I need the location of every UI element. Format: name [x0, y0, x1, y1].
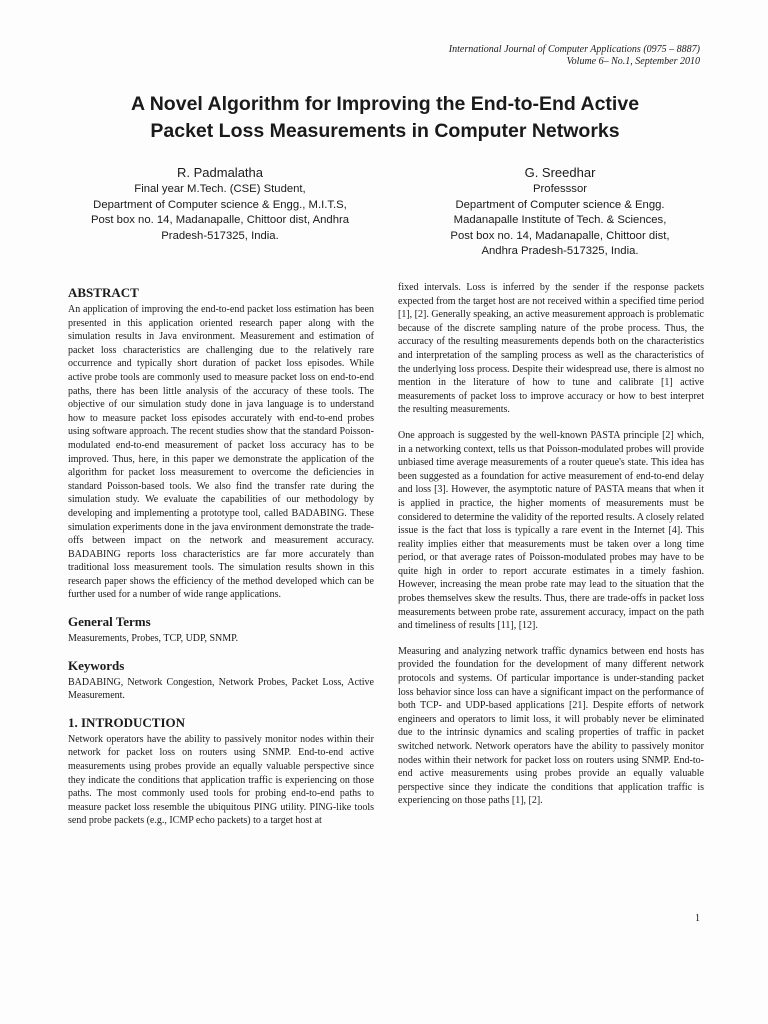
introduction-heading: 1. INTRODUCTION — [68, 714, 186, 730]
author-name: G. Sreedhar — [524, 165, 596, 180]
body-paragraph-1: fixed intervals. Loss is inferred by the sender if the response packets expected from the target host are not received within a specified time period [1], [2]. Generally speaking, an active measurement approach is problematic because of the discrete sampling nature of the probe process. Thus, the accuracy of the resulting measurements depends both on the characteristics and interpretation of the sampling process as well as the characteristics of the underlying loss process. Despite their widespread use, there is almost no mention in the literature of how to tune and calibrate [1] active measurements of packet loss to improve accuracy or how to best interpret the resulting measurements. — [398, 282, 704, 416]
journal-volume: Volume 6– No.1, September 2010 — [566, 56, 700, 67]
journal-name: International Journal of Computer Applications (0975 – 8887) — [448, 44, 700, 55]
general-terms-heading: General Terms — [68, 614, 151, 630]
general-terms-text: Measurements, Probes, TCP, UDP, SNMP. — [68, 633, 239, 645]
abstract-heading: ABSTRACT — [68, 285, 139, 300]
author-block-2 — [410, 164, 710, 260]
body-paragraph-2: One approach is suggested by the well-known PASTA principle [2] which, in a networking context, tells us that Poisson-modulated probes will provide unbiased time average measurements of a router queue's state. This idea has been suggested as a foundation for active measurement of end-to-end delay and loss [3]. However, the asymptotic nature of PASTA means that when it is applied in practice, the higher moments of measurements must be considered to determine the validity of the reported results. A closely related issue is the fact that loss is typically a rare event in the Internet [4]. This reality implies either that measurements must be taken over a long time period, or that average rates of Poisson-modulated probes may have to be quite high in order to report accurate estimates in a timely fashion. However, increasing the mean probe rate may lead to the situation that the probes themselves skew the results. Thus, there are trade-offs in packet loss measurements between probe rate, assurement accuracy, impact on the path and timeliness of results [11], [12]. — [398, 429, 704, 632]
title-line-1: A Novel Algorithm for Improving the End-to-End Active — [130, 93, 640, 115]
keywords-text: BADABING, Network Congestion, Network Probes, Packet Loss, Active Measurement. — [68, 676, 374, 702]
journal-header — [449, 44, 700, 68]
author-affiliation-line: Post box no. 14, Madanapalle, Chittoor dist, — [450, 229, 670, 242]
author-name: R. Padmalatha — [177, 165, 263, 180]
author-affiliation-line: Department of Computer science & Engg. — [455, 198, 665, 211]
paper-title — [40, 91, 730, 145]
author-affiliation-line: Madanapalle Institute of Tech. & Sciences, — [453, 214, 667, 227]
keywords-heading: Keywords — [68, 657, 125, 673]
left-column — [68, 285, 374, 840]
page-number: 1 — [695, 913, 700, 924]
right-column — [398, 281, 704, 820]
title-line-2: Packet Loss Measurements in Computer Networks — [150, 120, 620, 142]
author-block-1 — [60, 164, 380, 244]
author-affiliation-line: Final year M.Tech. (CSE) Student, — [134, 183, 306, 195]
author-affiliation-line: Professsor — [533, 183, 587, 195]
body-paragraph-3: Measuring and analyzing network traffic dynamics between end hosts has provided the foundation for the development of many different network protocols and systems. Of particular importance is under-standing packet loss behavior since loss can have a significant impact on the performance of both TCP- and UDP-based applications [21]. Despite efforts of network engineers and operators to limit loss, it will probably never be eliminated due to the intrinsic dynamics and scaling properties of traffic in packet switched network. Network operators have the ability to passively monitor nodes within their network for packet loss on routers using SNMP. End-to-end active measurements using probes provide an equally valuable perspective since they indicate the conditions that application traffic is experiencing on those paths [1], [2]. — [398, 645, 704, 807]
author-affiliation-line: Department of Computer science & Engg., M.I.T.S, — [93, 198, 347, 211]
introduction-text: Network operators have the ability to passively monitor nodes within their network for packet loss on routers using SNMP. End-to-end active measurements using probes provide an equally valuable perspective since they indicate the conditions that application traffic is experiencing on those paths. The most commonly used tools for probing end-to-end paths to measure packet loss resemble the ubiquitous PING utility. PING-like tools send probe packets (e.g., ICMP echo packets) to a target host at — [68, 733, 374, 827]
author-affiliation-line: Pradesh-517325, India. — [161, 229, 279, 242]
abstract-text: An application of improving the end-to-end packet loss estimation has been presented in this application oriented research paper along with the simulation results in Java environment. Measurement and estimation of packet loss characteristics are challenging due to the relatively rare occurrence and typically short duration of packet loss episodes. While active probe tools are commonly used to measure packet loss on end-to-end paths, there has been little analysis of the accuracy of these tools. The objective of our simulation study done in java language is to understand how to measure packet loss episodes accurately with end-to-end probes using software approach. The recent studies show that the standard Poisson-modulated end-to-end measurement of packet loss accuracy has to be improved. Thus, here, in this paper we demonstrate the application of the algorithm for packet loss measurement to overcome the deficiencies in standard Poisson-based tools. We also find the transfer rate during the simulation study. We evaluate the capabilities of our methodology by developing and implementing a prototype tool, called BADABING. These simulation experiments done in the java environment demonstrate the trade-offs between impact on the network and measurement accuracy. BADABING reports loss characteristics are far more accurately than traditional loss measurement tools. The simulation results shown in this research paper shows the efficiency of the method developed which can be further used for a number of wide range applications. — [68, 304, 374, 601]
author-affiliation-line: Post box no. 14, Madanapalle, Chittoor dist, Andhra — [90, 214, 350, 227]
author-affiliation-line: Andhra Pradesh-517325, India. — [481, 245, 639, 258]
